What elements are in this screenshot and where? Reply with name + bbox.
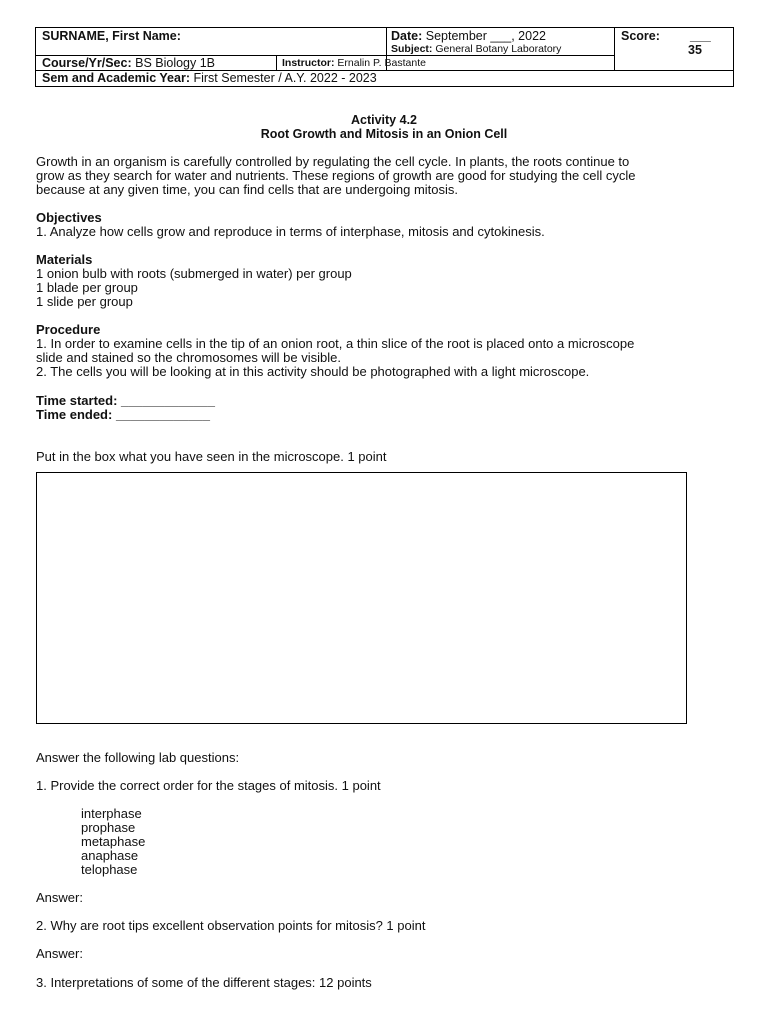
course-field: Course/Yr/Sec: BS Biology 1B — [42, 56, 216, 70]
question-3: 3. Interpretations of some of the different stages: 12 points — [36, 975, 372, 990]
instructor-field: Instructor: Ernalin P. Bastante — [282, 57, 426, 69]
header-table — [35, 27, 734, 87]
score-total: 35 — [688, 43, 702, 57]
activity-number: Activity 4.2 — [350, 113, 417, 127]
score-blank: ___ — [690, 29, 711, 43]
subject-field: Subject: General Botany Laboratory — [391, 43, 562, 55]
intro-line: because at any given time, you can find cells that are undergoing mitosis. — [36, 182, 459, 197]
procedure-item: slide and stained so the chromosomes will be visible. — [36, 350, 341, 365]
question-1: 1. Provide the correct order for the stages of mitosis. 1 point — [36, 778, 381, 793]
time-ended[interactable]: Time ended: _____________ — [36, 407, 210, 422]
sem-field: Sem and Academic Year: First Semester / A.Y. 2022 - 2023 — [42, 71, 377, 85]
score-label: Score: — [621, 29, 660, 43]
procedure-heading: Procedure — [36, 322, 101, 337]
answer-1-label[interactable]: Answer: — [36, 890, 83, 905]
drawing-box[interactable] — [36, 472, 687, 724]
material-item: 1 blade per group — [36, 280, 138, 295]
list-item: anaphase — [81, 848, 139, 863]
objective-item: 1. Analyze how cells grow and reproduce in terms of interphase, mitosis and cytokinesis. — [36, 224, 545, 239]
material-item: 1 onion bulb with roots (submerged in water) per group — [36, 266, 352, 281]
objectives-heading: Objectives — [36, 210, 102, 225]
intro-line: Growth in an organism is carefully controlled by regulating the cell cycle. In plants, the roots continue to — [36, 154, 630, 169]
list-item: metaphase — [81, 834, 146, 849]
answer-2-label[interactable]: Answer: — [36, 946, 83, 961]
material-item: 1 slide per group — [36, 294, 133, 309]
date-field: Date: September ___, 2022 — [391, 29, 546, 43]
activity-title: Root Growth and Mitosis in an Onion Cell — [260, 127, 508, 141]
intro-line: grow as they search for water and nutrients. These regions of growth are good for studying the cell cycle — [36, 168, 636, 183]
procedure-item: 1. In order to examine cells in the tip of an onion root, a thin slice of the root is placed onto a microscope — [36, 336, 635, 351]
name-label: SURNAME, First Name: — [42, 29, 181, 43]
box-instruction: Put in the box what you have seen in the microscope. 1 point — [36, 449, 387, 464]
stage-list — [81, 807, 145, 877]
procedure-item: 2. The cells you will be looking at in this activity should be photographed with a light microscope. — [36, 364, 590, 379]
list-item: prophase — [81, 820, 136, 835]
questions-intro: Answer the following lab questions: — [36, 750, 240, 765]
list-item: interphase — [81, 806, 142, 821]
list-item: telophase — [81, 862, 138, 877]
question-2: 2. Why are root tips excellent observation points for mitosis? 1 point — [36, 918, 426, 933]
materials-heading: Materials — [36, 252, 93, 267]
time-started[interactable]: Time started: _____________ — [36, 393, 215, 408]
